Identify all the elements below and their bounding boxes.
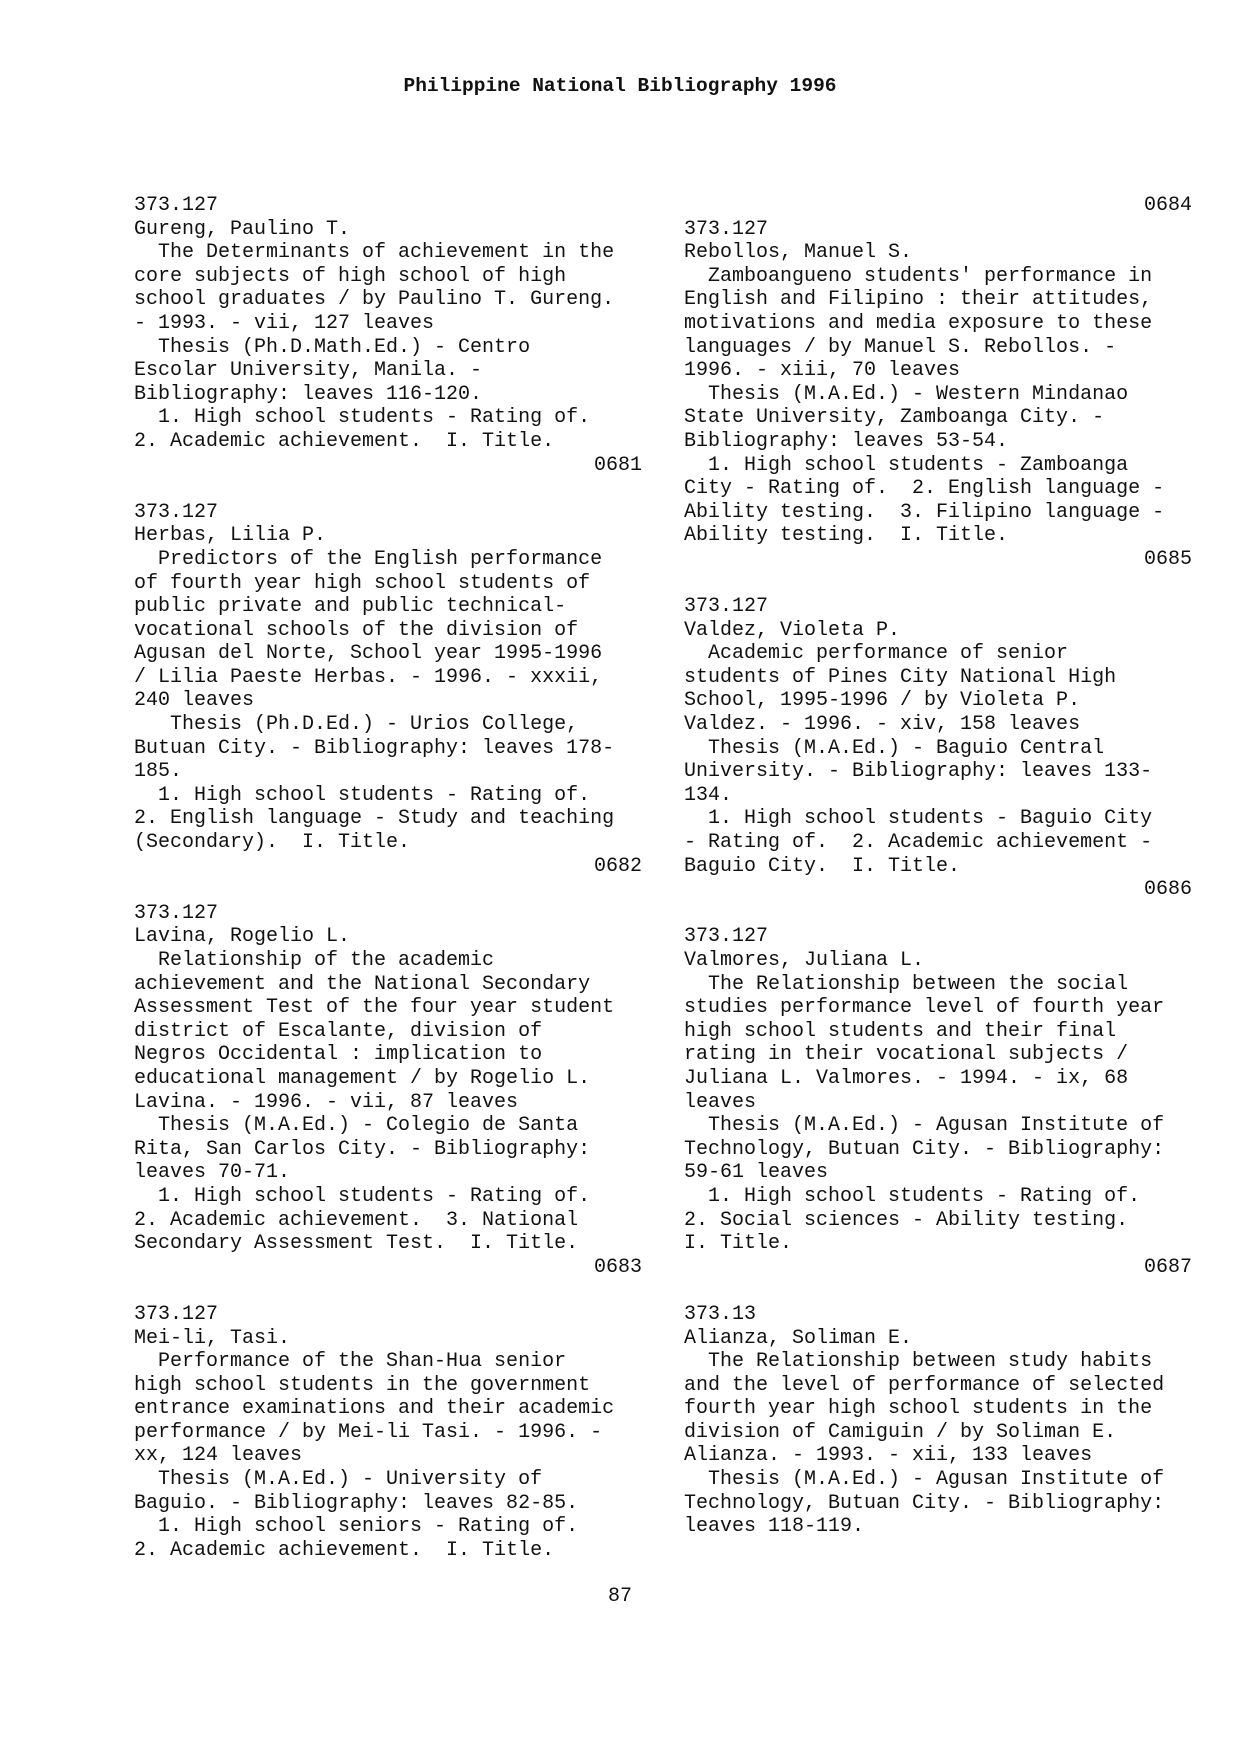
- entry-text-line: Ability testing. I. Title.: [684, 524, 1009, 548]
- entry-text-line: educational management / by Rogelio L.: [134, 1066, 591, 1090]
- entry-text-line: leaves: [684, 1090, 757, 1114]
- entry-text-line: fourth year high school students in the: [684, 1397, 1153, 1421]
- entry-text-line: performance / by Mei-li Tasi. - 1996. -: [134, 1420, 603, 1444]
- entry-number: 0683: [593, 1255, 642, 1279]
- entry-text-line: rating in their vocational subjects /: [684, 1043, 1129, 1067]
- entry-text-line: 134.: [684, 783, 733, 807]
- entry-text-line: Thesis (M.A.Ed.) - Agusan Institute of: [684, 1114, 1165, 1138]
- entry-text-line: 1. High school students - Zamboanga: [684, 453, 1129, 477]
- entry-text-line: school graduates / by Paulino T. Gureng.: [134, 288, 615, 312]
- author-name: Gureng, Paulino T.: [134, 217, 351, 241]
- entry-text-line: Assessment Test of the four year student: [134, 996, 615, 1020]
- entry-text-line: leaves 118-119.: [684, 1515, 865, 1539]
- bibliography-entry: [134, 501, 642, 879]
- author-name: Herbas, Lilia P.: [134, 524, 327, 548]
- entry-text-line: xx, 124 leaves: [134, 1444, 303, 1468]
- author-name: Valmores, Juliana L.: [684, 949, 925, 972]
- entry-text-line: leaves 70-71.: [134, 1161, 291, 1185]
- entry-text-line: entrance examinations and their academic: [134, 1397, 615, 1421]
- entry-text-line: Baguio City. I. Title.: [684, 854, 961, 878]
- entry-text-line: 1996. - xiii, 70 leaves: [684, 359, 961, 383]
- entry-text-line: 2. Academic achievement. 3. National: [134, 1208, 579, 1232]
- entry-text-line: Lavina. - 1996. - vii, 87 leaves: [134, 1090, 519, 1114]
- author-name: Mei-li, Tasi.: [134, 1326, 291, 1350]
- entry-text-line: The Relationship between study habits: [684, 1350, 1153, 1374]
- bibliography-entry: [684, 595, 1192, 902]
- entry-text-line: 1. High school students - Rating of.: [134, 1184, 591, 1208]
- author-name: Lavina, Rogelio L.: [134, 925, 351, 949]
- entry-text-line: vocational schools of the division of: [134, 618, 579, 642]
- entry-text-line: State University, Zamboanga City. -: [684, 406, 1105, 430]
- entry-text-line: and the level of performance of selected: [684, 1373, 1165, 1397]
- entry-text-line: 1. High school seniors - Rating of.: [134, 1515, 579, 1539]
- entry-text-line: Relationship of the academic: [134, 949, 495, 972]
- entry-text-line: 240 leaves: [134, 689, 255, 713]
- entry-text-line: Thesis (M.A.Ed.) - Colegio de Santa: [134, 1114, 579, 1138]
- entry-number: 0687: [1143, 1255, 1192, 1279]
- entry-text-line: Academic performance of senior: [684, 642, 1069, 666]
- bibliography-entry: [684, 1303, 1192, 1539]
- entry-text-line: Baguio. - Bibliography: leaves 82-85.: [134, 1491, 579, 1515]
- entry-text-line: Predictors of the English performance: [134, 547, 603, 571]
- entry-text-line: 59-61 leaves: [684, 1161, 829, 1185]
- entry-text-line: Bibliography: leaves 116-120.: [134, 382, 483, 406]
- entry-text-line: Thesis (M.A.Ed.) - Agusan Institute of: [684, 1468, 1165, 1492]
- entry-text-line: Valdez. - 1996. - xiv, 158 leaves: [684, 713, 1081, 737]
- call-number: 373.127: [134, 1302, 219, 1326]
- entry-text-line: district of Escalante, division of: [134, 1019, 543, 1043]
- page-number: 87: [607, 1585, 632, 1608]
- call-number: 373.127: [134, 194, 219, 217]
- entry-text-line: Ability testing. 3. Filipino language -: [684, 500, 1165, 524]
- entry-text-line: Rita, San Carlos City. - Bibliography:: [134, 1137, 591, 1161]
- entry-text-line: 2. Academic achievement. I. Title.: [134, 429, 555, 453]
- bibliography-entry: [134, 194, 642, 477]
- entry-text-line: studies performance level of fourth year: [684, 996, 1165, 1020]
- bibliography-entry: [134, 902, 642, 1280]
- entry-text-line: Performance of the Shan-Hua senior: [134, 1350, 567, 1374]
- call-number: 373.127: [684, 925, 769, 949]
- entry-text-line: high school students and their final: [684, 1019, 1117, 1043]
- entry-text-line: 2. Academic achievement. I. Title.: [134, 1538, 555, 1562]
- bibliography-entry: [684, 925, 1192, 1279]
- right-column: [684, 194, 1192, 1562]
- call-number: 373.127: [684, 595, 769, 619]
- entry-text-line: languages / by Manuel S. Rebollos. -: [684, 335, 1117, 359]
- call-number: 373.127: [684, 217, 769, 241]
- entry-text-line: (Secondary). I. Title.: [134, 831, 411, 855]
- entry-text-line: Escolar University, Manila. -: [134, 359, 483, 383]
- entry-text-line: motivations and media exposure to these: [684, 311, 1153, 335]
- call-number: 373.127: [134, 500, 219, 524]
- bibliography-entry: [684, 218, 1192, 572]
- entry-text-line: Thesis (M.A.Ed.) - Baguio Central: [684, 736, 1105, 760]
- entry-text-line: 1. High school students - Rating of.: [134, 406, 591, 430]
- entry-text-line: Juliana L. Valmores. - 1994. - ix, 68: [684, 1066, 1129, 1090]
- entry-text-line: Agusan del Norte, School year 1995-1996: [134, 642, 603, 666]
- entry-text-line: Zamboangueno students' performance in: [684, 264, 1153, 288]
- entry-text-line: Thesis (M.A.Ed.) - University of: [134, 1468, 543, 1492]
- entry-text-line: 1. High school students - Rating of.: [134, 783, 591, 807]
- entry-text-line: high school students in the government: [134, 1373, 591, 1397]
- entry-text-line: City - Rating of. 2. English language -: [684, 477, 1165, 501]
- entry-text-line: I. Title.: [684, 1232, 793, 1256]
- entry-text-line: public private and public technical-: [134, 595, 567, 619]
- entry-text-line: achievement and the National Secondary: [134, 972, 591, 996]
- entry-text-line: The Determinants of achievement in the: [134, 241, 615, 265]
- entry-text-line: University. - Bibliography: leaves 133-: [684, 760, 1153, 784]
- call-number: 373.13: [684, 1302, 757, 1326]
- left-column: [134, 194, 642, 1586]
- author-name: Rebollos, Manuel S.: [684, 241, 913, 265]
- author-name: Valdez, Violeta P.: [684, 618, 901, 642]
- entry-text-line: - 1993. - vii, 127 leaves: [134, 311, 435, 335]
- entry-text-line: of fourth year high school students of: [134, 571, 591, 595]
- entry-text-line: 185.: [134, 760, 183, 784]
- entry-text-line: Technology, Butuan City. - Bibliography:: [684, 1137, 1165, 1161]
- entry-number: 0681: [593, 453, 642, 477]
- entry-text-line: School, 1995-1996 / by Violeta P.: [684, 689, 1081, 713]
- entry-text-line: The Relationship between the social: [684, 972, 1129, 996]
- author-name: Alianza, Soliman E.: [684, 1326, 913, 1350]
- entry-text-line: students of Pines City National High: [684, 665, 1117, 689]
- entry-text-line: Thesis (M.A.Ed.) - Western Mindanao: [684, 382, 1129, 406]
- entry-text-line: Thesis (Ph.D.Math.Ed.) - Centro: [134, 335, 531, 359]
- entry-text-line: Alianza. - 1993. - xii, 133 leaves: [684, 1444, 1093, 1468]
- entry-text-line: Bibliography: leaves 53-54.: [684, 429, 1009, 453]
- call-number: 373.127: [134, 901, 219, 925]
- entry-text-line: division of Camiguin / by Soliman E.: [684, 1420, 1117, 1444]
- entry-text-line: 1. High school students - Rating of.: [684, 1184, 1141, 1208]
- entry-text-line: / Lilia Paeste Herbas. - 1996. - xxxii,: [134, 665, 603, 689]
- entry-text-line: 2. Social sciences - Ability testing.: [684, 1208, 1129, 1232]
- entry-text-line: Secondary Assessment Test. I. Title.: [134, 1232, 579, 1256]
- bibliography-entry: [134, 1303, 642, 1563]
- entry-text-line: Negros Occidental : implication to: [134, 1043, 543, 1067]
- entry-number: 0685: [1143, 547, 1192, 571]
- entry-number: 0686: [1143, 878, 1192, 902]
- entry-text-line: English and Filipino : their attitudes,: [684, 288, 1153, 312]
- entry-text-line: - Rating of. 2. Academic achievement -: [684, 831, 1153, 855]
- page-header-title: Philippine National Bibliography 1996: [403, 75, 837, 97]
- entry-text-line: core subjects of high school of high: [134, 264, 567, 288]
- entry-text-line: 2. English language - Study and teaching: [134, 807, 615, 831]
- entry-number-top: 0684: [1143, 194, 1192, 217]
- entry-text-line: Technology, Butuan City. - Bibliography:: [684, 1491, 1165, 1515]
- entry-text-line: Butuan City. - Bibliography: leaves 178-: [134, 736, 615, 760]
- entry-text-line: Thesis (Ph.D.Ed.) - Urios College,: [134, 713, 579, 737]
- entry-text-line: 1. High school students - Baguio City: [684, 807, 1153, 831]
- entry-number: 0682: [593, 854, 642, 878]
